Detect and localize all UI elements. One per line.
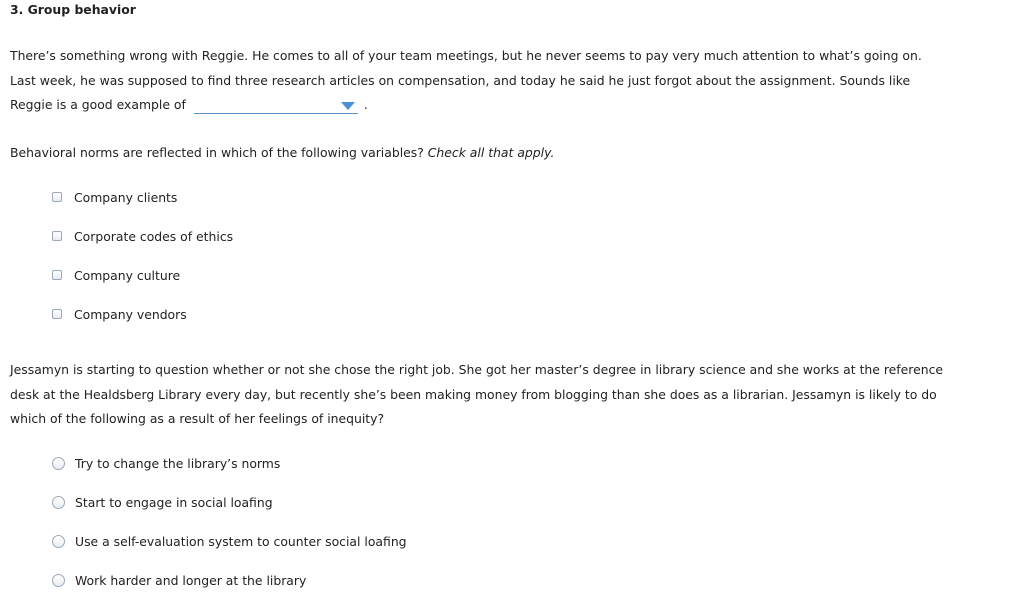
answer-dropdown[interactable] xyxy=(194,98,358,114)
radio-button[interactable] xyxy=(52,457,65,470)
checkbox[interactable] xyxy=(52,270,62,280)
radio-label: Try to change the library’s norms xyxy=(75,455,281,471)
checkbox-label: Company culture xyxy=(74,267,181,283)
radio-label: Use a self-evaluation system to counter social loafing xyxy=(75,533,407,549)
checkbox-option[interactable] xyxy=(52,305,187,323)
question-1-body: There’s something wrong with Reggie. He comes to all of your team meetings, but he never seems to pay very much attention to what’s going on. Last week, he was supposed to find three research articles on compensation, and today he said he just forgot about the assignment. Sounds like Reggie is a good example of xyxy=(10,48,922,112)
radio-option[interactable] xyxy=(52,493,273,511)
checkbox-label: Company clients xyxy=(74,189,178,205)
question-title: 3. Group behavior xyxy=(10,2,136,17)
sentence-period: . xyxy=(363,97,368,112)
radio-option[interactable] xyxy=(52,571,306,589)
radio-option[interactable] xyxy=(52,454,280,472)
checkbox-option[interactable] xyxy=(52,188,177,206)
question-3-text: Jessamyn is starting to question whether or not she chose the right job. She got her master’s degree in library science and she works at the reference desk at the Healdsberg Library every day, but recently she’s been making money from blogging than she does as a librarian. Jessamyn is likely to do which of the following as a result of her feelings of inequity? xyxy=(10,362,944,426)
checkbox-option[interactable] xyxy=(52,227,233,245)
checkbox[interactable] xyxy=(52,309,62,319)
question-2-text: Behavioral norms are reflected in which of the following variables? xyxy=(10,145,428,160)
radio-button[interactable] xyxy=(52,496,65,509)
checkbox[interactable] xyxy=(52,231,62,241)
question-1-text xyxy=(10,44,950,118)
checkbox-option[interactable] xyxy=(52,266,180,284)
radio-button[interactable] xyxy=(52,535,65,548)
checkbox-label: Company vendors xyxy=(74,306,187,322)
checkbox[interactable] xyxy=(52,192,62,202)
radio-label: Work harder and longer at the library xyxy=(75,572,307,588)
radio-label: Start to engage in social loafing xyxy=(75,494,273,510)
radio-button[interactable] xyxy=(52,574,65,587)
question-2-instruction: Check all that apply. xyxy=(427,145,555,160)
checkbox-label: Corporate codes of ethics xyxy=(74,228,234,244)
radio-option[interactable] xyxy=(52,532,407,550)
dropdown-caret-icon xyxy=(341,102,355,110)
question-2-prompt xyxy=(10,145,554,160)
